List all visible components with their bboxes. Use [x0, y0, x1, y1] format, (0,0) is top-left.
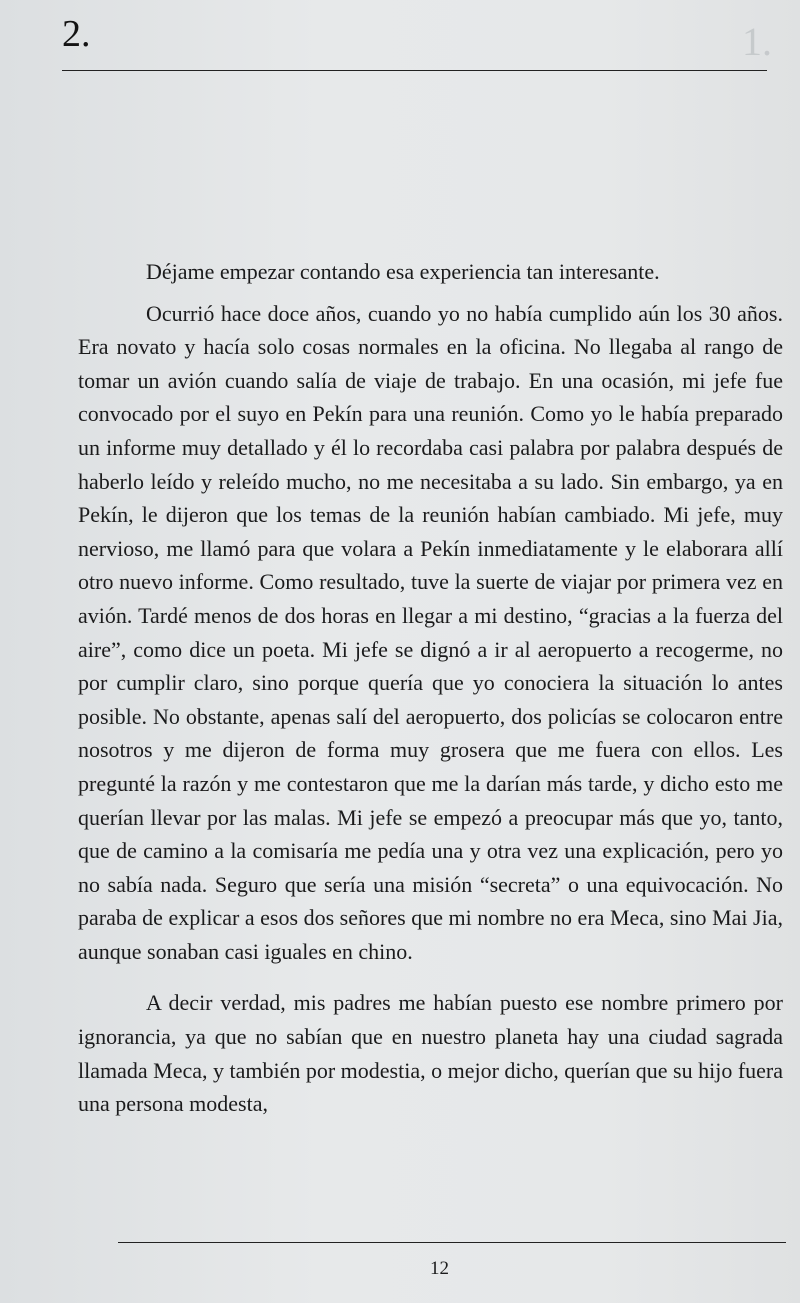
page-number: 12 [430, 1258, 449, 1279]
paragraph-2: Ocurrió hace doce años, cuando yo no había cumplido aún los 30 años. Era novato y hacía solo cosas normales en la oficina. No llegaba al rango de tomar un avión cuando salía de viaje de trabajo. En una ocasión, mi jefe fue convocado por el suyo en Pekín para una reunión. Como yo le había preparado un informe muy detallado y él lo recordaba casi palabra por palabra después de haberlo leído y releído mucho, no me necesitaba a su lado. Sin embargo, ya en Pekín, le dijeron que los temas de la reunión habían cambiado. Mi jefe, muy nervioso, me llamó para que volara a Pekín inmediatamente y le elaborara allí otro nuevo informe. Como resultado, tuve la suerte de viajar por primera vez en avión. Tardé menos de dos horas en llegar a mi destino, “gracias a la fuerza del aire”, como dice un poeta. Mi jefe se dignó a ir al aeropuerto a recogerme, no por cumplir claro, sino porque quería que yo conociera la situación lo antes posible. No obstante, apenas salí del aeropuerto, dos policías se colocaron entre nosotros y me dijeron de forma muy grosera que me fuera con ellos. Les pregunté la razón y me contestaron que me la darían más tarde, y dicho esto me querían llevar por las malas. Mi jefe se empezó a preocupar más que yo, tanto, que de camino a la comisaría me pedía una y otra vez una explicación, pero yo no sabía nada. Seguro que sería una misión “secreta” o una equivocación. No paraba de explicar a esos dos señores que mi nombre no era Meca, sino Mai Jia, aunque sonaban casi iguales en chino. [78, 300, 783, 964]
footer-rule [118, 1242, 786, 1243]
chapter-number: 2. [62, 13, 91, 55]
header-rule [62, 70, 767, 71]
paragraph-3: A decir verdad, mis padres me habían puesto ese nombre primero por ignorancia, ya que no sabían que en nuestro planeta hay una ciudad sagrada llamada Meca, y también por modestia, o mejor dicho, querían que su hijo fuera una persona modesta, [78, 990, 783, 1117]
bleed-through-chapter-number: 1. [742, 19, 772, 64]
paragraph-1: Déjame empezar contando esa experiencia tan interesante. [146, 259, 660, 284]
body-text [78, 255, 783, 1121]
